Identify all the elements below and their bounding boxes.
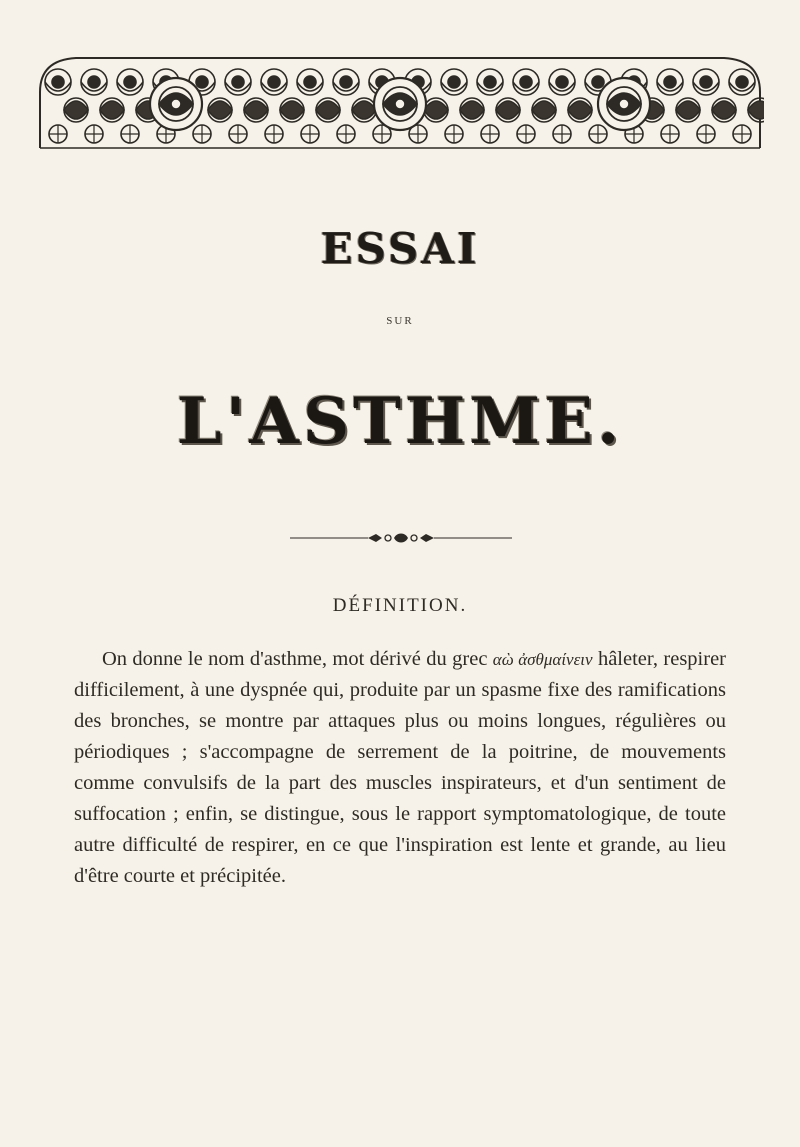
- decorative-divider-icon: [290, 530, 512, 544]
- title-essai: ESSAI: [320, 224, 480, 273]
- greek-term: αὼ ἀσθμαίνειν: [492, 650, 593, 669]
- arabesque-ornament-icon: [36, 52, 764, 152]
- title-subject: L'ASTHME.: [176, 384, 624, 459]
- definition-paragraph: [74, 644, 726, 892]
- section-heading: DÉFINITION.: [332, 595, 468, 616]
- paragraph-text-start: On donne le nom d'asthme, mot dérivé du grec: [102, 648, 493, 670]
- title-connector: SUR: [386, 315, 414, 327]
- paragraph-text-rest: hâleter, respirer difficilement, à une dyspnée qui, produite par un spasme fixe des ramifications des bronches, se montre par attaques plus ou moins longues, régulières ou périodiques ; s'accompagne de serrement de la poitrine, de mouvements comme convulsifs de la part des muscles inspirateurs, et d'un sentiment de suffocation ; enfin, se distingue, sous le rapport symptomatologique, de toute autre difficulté de respirer, en ce que l'inspiration est lente et grande, au lieu d'être courte et précipitée.: [74, 648, 726, 887]
